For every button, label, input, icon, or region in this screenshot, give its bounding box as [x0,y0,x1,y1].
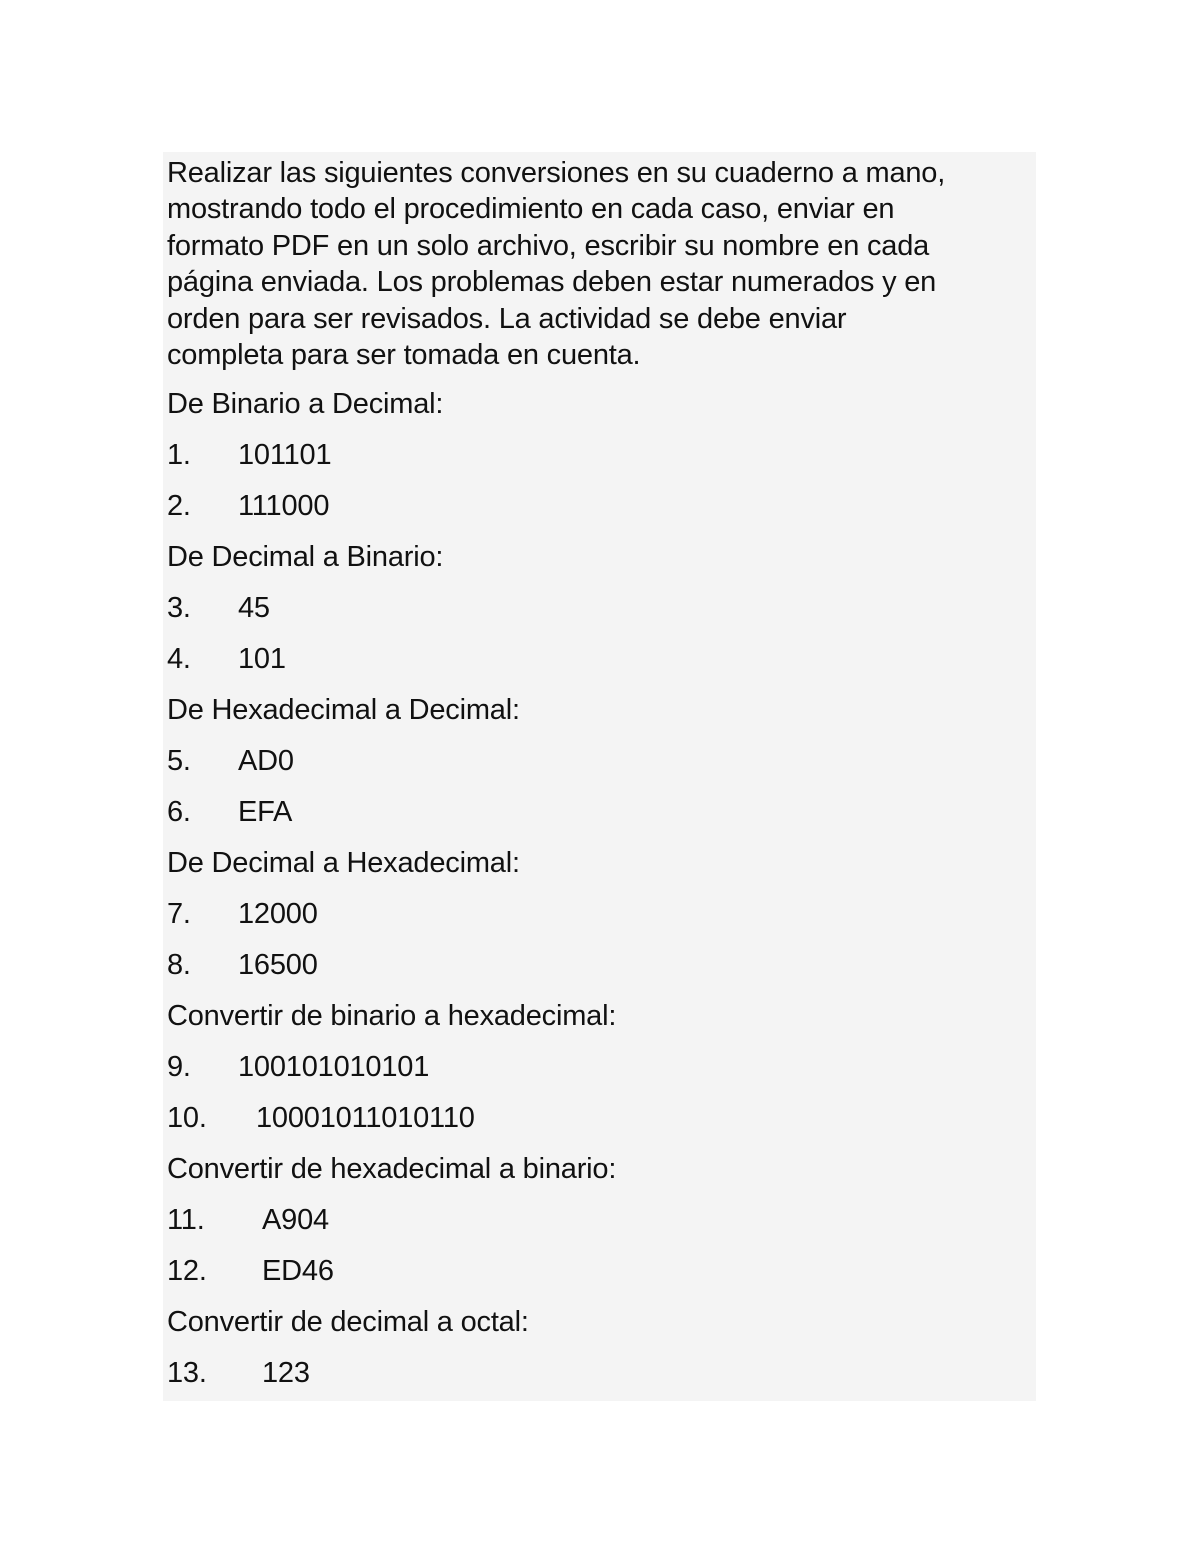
section-heading-decimal-to-binary: De Decimal a Binario: [167,541,444,574]
problem-number: 9. [167,1051,191,1084]
problem-value: 101101 [238,439,332,472]
problem-value: EFA [238,796,293,829]
section-heading-binary-to-hex: Convertir de binario a hexadecimal: [167,1000,617,1033]
problem-number: 8. [167,949,191,982]
problem-number: 5. [167,745,191,778]
problem-number: 12. [167,1255,207,1288]
section-heading-decimal-to-octal: Convertir de decimal a octal: [167,1306,529,1339]
problem-item [167,896,1032,947]
problem-number: 4. [167,643,191,676]
problem-item [167,488,1032,539]
section-heading-decimal-to-hex: De Decimal a Hexadecimal: [167,847,520,880]
section-heading-hex-to-decimal: De Hexadecimal a Decimal: [167,694,520,727]
problem-value: 101 [238,643,286,676]
problem-value: 12000 [238,898,318,931]
problem-value: 45 [238,592,270,625]
problem-item [167,1049,1032,1100]
problem-value: 100101010101 [238,1051,430,1084]
problem-number: 1. [167,439,191,472]
instructions-line: página enviada. Los problemas deben estar numerados y en [167,266,937,299]
problem-number: 11. [167,1204,205,1237]
instructions-line: completa para ser tomada en cuenta. [167,339,641,372]
instructions-line: formato PDF en un solo archivo, escribir su nombre en cada [167,229,930,262]
problem-item [167,947,1032,998]
problem-value: A904 [262,1204,329,1237]
problem-item [167,437,1032,488]
problem-item [167,743,1032,794]
problem-item [167,590,1032,641]
problem-number: 10. [167,1102,207,1135]
problem-value: 16500 [238,949,318,982]
problem-item [167,641,1032,692]
section-heading-hex-to-binary: Convertir de hexadecimal a binario: [167,1153,617,1186]
document-body [163,152,1036,1401]
problem-value: AD0 [238,745,294,778]
problem-value: ED46 [262,1255,334,1288]
section-heading-binary-to-decimal: De Binario a Decimal: [167,388,444,421]
problem-number: 13. [167,1357,207,1390]
instructions-line: orden para ser revisados. La actividad se debe enviar [167,302,847,335]
problem-number: 7. [167,898,191,931]
instructions-line: mostrando todo el procedimiento en cada caso, enviar en [167,193,895,226]
problem-item [167,794,1032,845]
problem-item [167,1100,1032,1151]
problem-value: 123 [262,1357,310,1390]
problem-value: 10001011010110 [256,1102,475,1135]
problem-item [167,1202,1032,1253]
problem-number: 3. [167,592,191,625]
problem-item [167,1355,1032,1406]
instructions-line: Realizar las siguientes conversiones en su cuaderno a mano, [167,157,946,189]
problem-number: 2. [167,490,191,523]
problem-number: 6. [167,796,191,829]
instructions-paragraph [167,155,1032,373]
problem-value: 111000 [238,490,330,523]
problem-item [167,1253,1032,1304]
